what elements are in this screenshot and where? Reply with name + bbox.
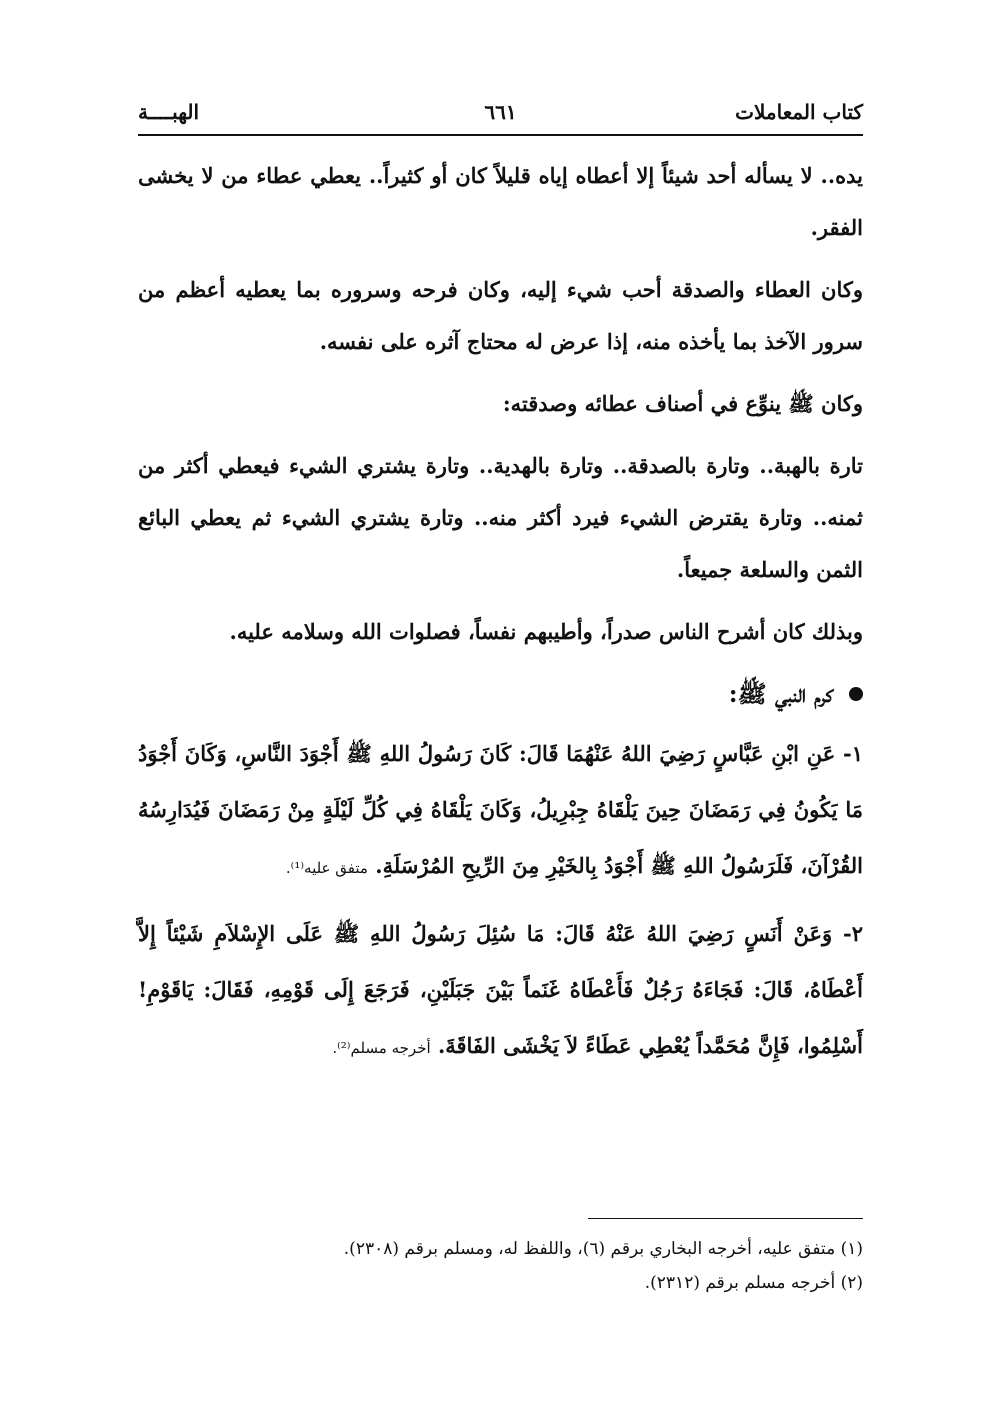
- footnote-2: (٢) أخرجه مسلم برقم (٢٣١٢).: [644, 1273, 863, 1293]
- main-text: [138, 150, 863, 1086]
- footnote-1: (١) متفق عليه، أخرجه البخاري برقم (٦)، واللفظ له، ومسلم برقم (٢٣٠٨).: [343, 1239, 863, 1259]
- book-title: كتاب المعاملات: [735, 100, 863, 124]
- paragraph-2: وكان العطاء والصدقة أحب شيء إليه، وكان فرحه وسروره بما يعطيه أعظم من سرور الآخذ بما يأخذه منه، إذا عرض له محتاج آثره على نفسه.: [138, 277, 863, 354]
- hadith-1-text: ١- عَنِ ابْنِ عَبَّاسٍ رَضِيَ اللهُ عَنْهُمَا قَالَ: كَانَ رَسُولُ اللهِ ﷺ أَجْوَدَ النَّاسِ، وَكَانَ أَجْوَدُ مَا يَكُونُ فِي رَمَضَانَ حِينَ يَلْقَاهُ جِبْرِيلُ، وَكَانَ يَلْقَاهُ فِي كُلِّ لَيْلَةٍ مِنْ رَمَضَانَ فَيُدَارِسُهُ القُرْآنَ، فَلَرَسُولُ اللهِ ﷺ أَجْوَدُ بِالخَيْرِ مِنَ الرِّيحِ المُرْسَلَةِ.: [138, 741, 863, 878]
- paragraph-1: يده.. لا يسأله أحد شيئاً إلا أعطاه إياه قليلاً كان أو كثيراً.. يعطي عطاء من لا يخشى الفقر.: [138, 163, 863, 240]
- chapter-title: الهبــــة: [138, 100, 200, 124]
- footnote-divider: [588, 1218, 863, 1219]
- hadith-1-source: متفق عليه⁽¹⁾.: [285, 859, 368, 877]
- section-heading-text: كرم النبي ﷺ:: [728, 679, 833, 708]
- paragraph-5: وبذلك كان أشرح الناس صدراً، وأطيبهم نفساً، فصلوات الله وسلامه عليه.: [229, 619, 863, 644]
- footnotes: [138, 1232, 863, 1300]
- page-number: ٦٦١: [484, 100, 517, 124]
- header-divider: [138, 134, 863, 136]
- page-header: [138, 92, 863, 132]
- hadith-2-source: أخرجه مسلم⁽²⁾.: [332, 1039, 431, 1057]
- hadith-1: [138, 726, 863, 896]
- paragraph-4: تارة بالهبة.. وتارة بالصدقة.. وتارة بالهدية.. وتارة يشتري الشيء فيعطي أكثر من ثمنه.. وتارة يقترض الشيء فيرد أكثر منه.. وتارة يشتري الشيء ثم يعطي البائع الثمن والسلعة جميعاً.: [138, 453, 863, 582]
- hadith-2-text: ٢- وَعَنْ أَنَسٍ رَضِيَ اللهُ عَنْهُ قَالَ: مَا سُئِلَ رَسُولُ اللهِ ﷺ عَلَى الإِسْلاَمِ شَيْئاً إِلاَّ أَعْطَاهُ، قَالَ: فَجَاءَهُ رَجُلٌ فَأَعْطَاهُ غَنَماً بَيْنَ جَبَلَيْنِ، فَرَجَعَ إِلَى قَوْمِهِ، فَقَالَ: يَاقَوْمِ! أَسْلِمُوا، فَإِنَّ مُحَمَّداً يُعْطِي عَطَاءً لاَ يَخْشَى الفَاقَةَ.: [138, 921, 863, 1058]
- hadith-2: [138, 906, 863, 1076]
- paragraph-3: وكان ﷺ ينوِّع في أصناف عطائه وصدقته:: [502, 391, 863, 416]
- bullet-icon: [849, 687, 863, 701]
- section-heading: [138, 668, 863, 720]
